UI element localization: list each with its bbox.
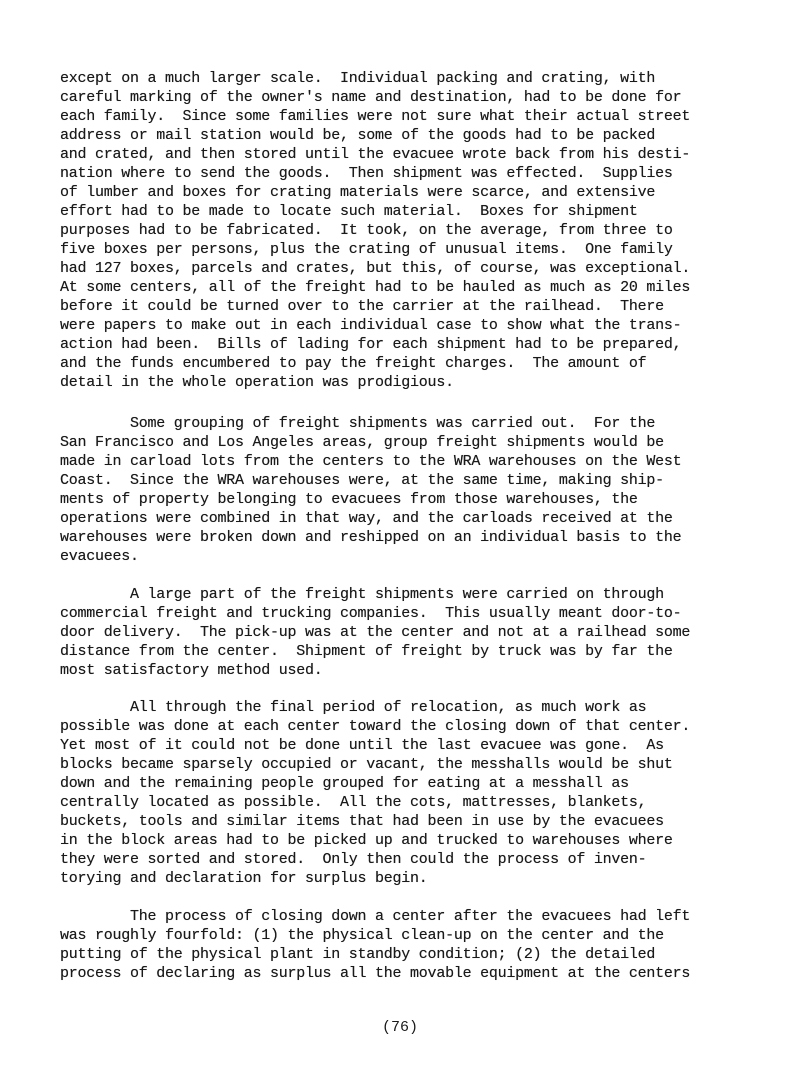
text-line: before it could be turned over to the carrier at the railhead. There xyxy=(60,298,664,315)
text-line: door delivery. The pick-up was at the center and not at a railhead some xyxy=(60,624,691,641)
text-line: detail in the whole operation was prodigious. xyxy=(60,374,454,391)
text-line: operations were combined in that way, and the carloads received at the xyxy=(60,510,673,527)
text-line: warehouses were broken down and reshipped on an individual basis to the xyxy=(60,529,682,546)
text-line: made in carload lots from the centers to the WRA warehouses on the West xyxy=(60,453,682,470)
text-line: of lumber and boxes for crating materials were scarce, and extensive xyxy=(60,184,656,201)
text-line: in the block areas had to be picked up and trucked to warehouses where xyxy=(60,832,673,849)
text-line: were papers to make out in each individual case to show what the trans- xyxy=(60,317,682,334)
text-line: The process of closing down a center after the evacuees had left xyxy=(60,908,691,925)
text-line: ments of property belonging to evacuees from those warehouses, the xyxy=(60,491,638,508)
text-line: blocks became sparsely occupied or vacant, the messhalls would be shut xyxy=(60,756,673,773)
text-line: purposes had to be fabricated. It took, on the average, from three to xyxy=(60,222,673,239)
text-line: commercial freight and trucking companies. This usually meant door-to- xyxy=(60,605,682,622)
text-line: At some centers, all of the freight had to be hauled as much as 20 miles xyxy=(60,279,691,296)
text-line: action had been. Bills of lading for each shipment had to be prepared, xyxy=(60,336,682,353)
text-line: address or mail station would be, some of the goods had to be packed xyxy=(60,127,656,144)
text-line: evacuees. xyxy=(60,548,139,565)
text-line: effort had to be made to locate such material. Boxes for shipment xyxy=(60,203,638,220)
text-line: nation where to send the goods. Then shipment was effected. Supplies xyxy=(60,165,673,182)
text-line: careful marking of the owner's name and destination, had to be done for xyxy=(60,89,682,106)
text-line: five boxes per persons, plus the crating of unusual items. One family xyxy=(60,241,673,258)
text-line: and crated, and then stored until the evacuee wrote back from his desti- xyxy=(60,146,691,163)
text-line: except on a much larger scale. Individual packing and crating, with xyxy=(60,70,656,87)
text-line: most satisfactory method used. xyxy=(60,662,323,679)
text-line: possible was done at each center toward the closing down of that center. xyxy=(60,718,691,735)
text-line: Yet most of it could not be done until the last evacuee was gone. As xyxy=(60,737,664,754)
text-line: Coast. Since the WRA warehouses were, at the same time, making ship- xyxy=(60,472,664,489)
text-line: putting of the physical plant in standby condition; (2) the detailed xyxy=(60,946,656,963)
text-line: had 127 boxes, parcels and crates, but this, of course, was exceptional. xyxy=(60,260,691,277)
text-line: All through the final period of relocation, as much work as xyxy=(60,699,647,716)
text-line: torying and declaration for surplus begin. xyxy=(60,870,428,887)
text-line: process of declaring as surplus all the movable equipment at the centers xyxy=(60,965,691,982)
text-line: Some grouping of freight shipments was carried out. For the xyxy=(60,415,656,432)
text-line: A large part of the freight shipments were carried on through xyxy=(60,586,664,603)
text-line: San Francisco and Los Angeles areas, group freight shipments would be xyxy=(60,434,664,451)
paragraph-2 xyxy=(60,414,750,566)
paragraph-1 xyxy=(60,69,750,392)
text-line: was roughly fourfold: (1) the physical clean-up on the center and the xyxy=(60,927,664,944)
paragraph-4 xyxy=(60,698,750,888)
text-line: down and the remaining people grouped for eating at a messhall as xyxy=(60,775,629,792)
text-line: each family. Since some families were not sure what their actual street xyxy=(60,108,691,125)
text-line: buckets, tools and similar items that had been in use by the evacuees xyxy=(60,813,664,830)
text-line: centrally located as possible. All the cots, mattresses, blankets, xyxy=(60,794,647,811)
page-number: (76) xyxy=(381,1019,418,1036)
text-line: they were sorted and stored. Only then could the process of inven- xyxy=(60,851,647,868)
paragraph-3 xyxy=(60,585,750,680)
paragraph-5 xyxy=(60,907,750,983)
text-line: distance from the center. Shipment of freight by truck was by far the xyxy=(60,643,673,660)
text-line: and the funds encumbered to pay the freight charges. The amount of xyxy=(60,355,647,372)
